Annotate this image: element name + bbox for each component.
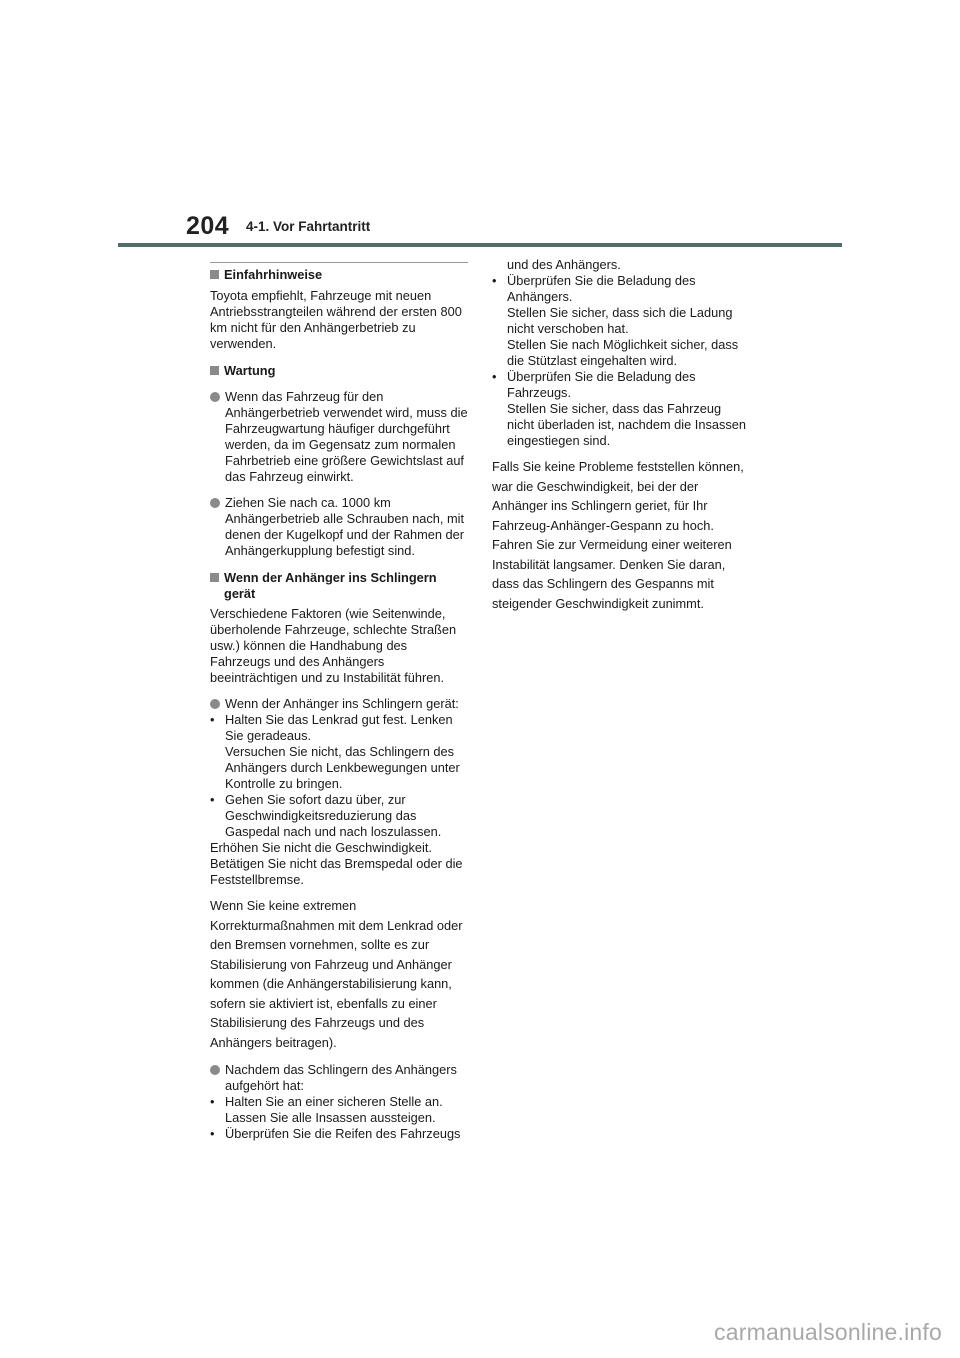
sub-bullet-mark: •	[210, 1094, 215, 1109]
sub-item	[210, 1094, 468, 1126]
heading-text: Einfahrhinweise	[224, 267, 323, 282]
bullet-item	[210, 696, 468, 712]
sub-item	[492, 369, 750, 401]
bullet-item	[210, 1062, 468, 1094]
heading-text: Wenn der Anhänger ins Schlingern gerät	[224, 570, 437, 601]
circle-bullet-icon	[210, 392, 220, 402]
section-divider	[210, 262, 468, 263]
sub-continuation: Stellen Sie sicher, dass das Fahrzeug nicht überladen ist, nachdem die Insassen eingestiegen sind.	[507, 401, 747, 448]
heading-schlingern	[210, 570, 468, 602]
watermark: carmanualsonline.info	[714, 1319, 942, 1345]
sub-text: Halten Sie an einer sicheren Stelle an. Lassen Sie alle Insassen aussteigen.	[225, 1094, 443, 1125]
square-bullet-icon	[210, 573, 219, 582]
bullet-text: Wenn das Fahrzeug für den Anhängerbetrieb verwendet wird, muss die Fahrzeugwartung häufiger durchgeführt werden, da im Gegensatz zum normalen Fahrbetrieb eine größere Gewichtslast auf das Fahrzeug einwirkt.	[225, 389, 468, 484]
sub-bullet-mark: •	[210, 1126, 215, 1141]
sub-item	[210, 1126, 468, 1142]
sub-continuation: Versuchen Sie nicht, das Schlingern des Anhängers durch Lenkbewegungen unter Kontrolle zu bringen.	[225, 744, 460, 791]
sub-text: Überprüfen Sie die Beladung des Anhängers.	[507, 273, 696, 304]
heading-einfahrhinweise	[210, 267, 468, 283]
sub-text: Überprüfen Sie die Reifen des Fahrzeugs	[225, 1126, 461, 1141]
sub-continuation: Stellen Sie sicher, dass sich die Ladung nicht verschoben hat.	[507, 305, 733, 336]
sub-text: Gehen Sie sofort dazu über, zur Geschwindigkeitsreduzierung das Gaspedal nach und nach loszulassen.	[225, 792, 442, 839]
right-column	[492, 257, 750, 621]
sub-bullet-mark: •	[210, 792, 215, 807]
left-column	[210, 262, 468, 1142]
paragraph-loose: Wenn Sie keine extremen Korrekturmaßnahmen mit dem Lenkrad oder den Bremsen vornehmen, sollte es zur Stabilisierung von Fahrzeug und Anhänger kommen (die Anhängerstabilisierung kann, sofern sie aktiviert ist, ebenfalls zu einer Stabilisierung des Fahrzeugs und des Anhängers beitragen).	[210, 898, 463, 1050]
sub-item	[210, 792, 468, 840]
square-bullet-icon	[210, 270, 219, 279]
page-number: 204	[186, 212, 230, 240]
sub-bullet-mark: •	[210, 712, 215, 727]
paragraph-loose: Falls Sie keine Probleme feststellen können, war die Geschwindigkeit, bei der der Anhänger ins Schlingern geriet, für Ihr Fahrzeug-Anhänger-Gespann zu hoch. Fahren Sie zur Vermeidung einer weiteren Instabilität langsamer. Denken Sie daran, dass das Schlingern des Gespanns mit steigender Geschwindigkeit zunimmt.	[492, 459, 744, 611]
sub-item	[210, 712, 468, 744]
bullet-text: Ziehen Sie nach ca. 1000 km Anhängerbetrieb alle Schrauben nach, mit denen der Kugelkopf und der Rahmen der Anhängerkupplung befestigt sind.	[225, 495, 465, 558]
sub-item	[492, 273, 750, 305]
circle-bullet-icon	[210, 1065, 220, 1075]
circle-bullet-icon	[210, 699, 220, 709]
paragraph: Toyota empfiehlt, Fahrzeuge mit neuen Antriebsstrangteilen während der ersten 800 km nicht für den Anhängerbetrieb zu verwenden.	[210, 288, 462, 351]
bullet-text: Wenn der Anhänger ins Schlingern gerät:	[225, 696, 459, 711]
circle-bullet-icon	[210, 498, 220, 508]
sub-text: Halten Sie das Lenkrad gut fest. Lenken Sie geradeaus.	[225, 712, 453, 743]
square-bullet-icon	[210, 366, 219, 375]
paragraph: Erhöhen Sie nicht die Geschwindigkeit. Betätigen Sie nicht das Bremspedal oder die Feststellbremse.	[210, 840, 463, 887]
bullet-item	[210, 389, 468, 485]
bullet-item	[210, 495, 468, 559]
header-rule	[118, 243, 842, 247]
heading-text: Wartung	[224, 363, 276, 378]
heading-wartung	[210, 363, 468, 379]
bullet-text: Nachdem das Schlingern des Anhängers aufgehört hat:	[225, 1062, 457, 1093]
paragraph: Verschiedene Faktoren (wie Seitenwinde, überholende Fahrzeuge, schlechte Straßen usw.) können die Handhabung des Fahrzeugs und des Anhängers beeinträchtigen und zu Instabilität führen.	[210, 606, 457, 685]
sub-bullet-mark: •	[492, 369, 497, 384]
section-title: 4-1. Vor Fahrtantritt	[246, 219, 371, 234]
sub-continuation: Stellen Sie nach Möglichkeit sicher, dass die Stützlast eingehalten wird.	[507, 337, 739, 368]
sub-text: Überprüfen Sie die Beladung des Fahrzeugs.	[507, 369, 696, 400]
sub-bullet-mark: •	[492, 273, 497, 288]
sub-continuation: und des Anhängers.	[507, 257, 621, 272]
